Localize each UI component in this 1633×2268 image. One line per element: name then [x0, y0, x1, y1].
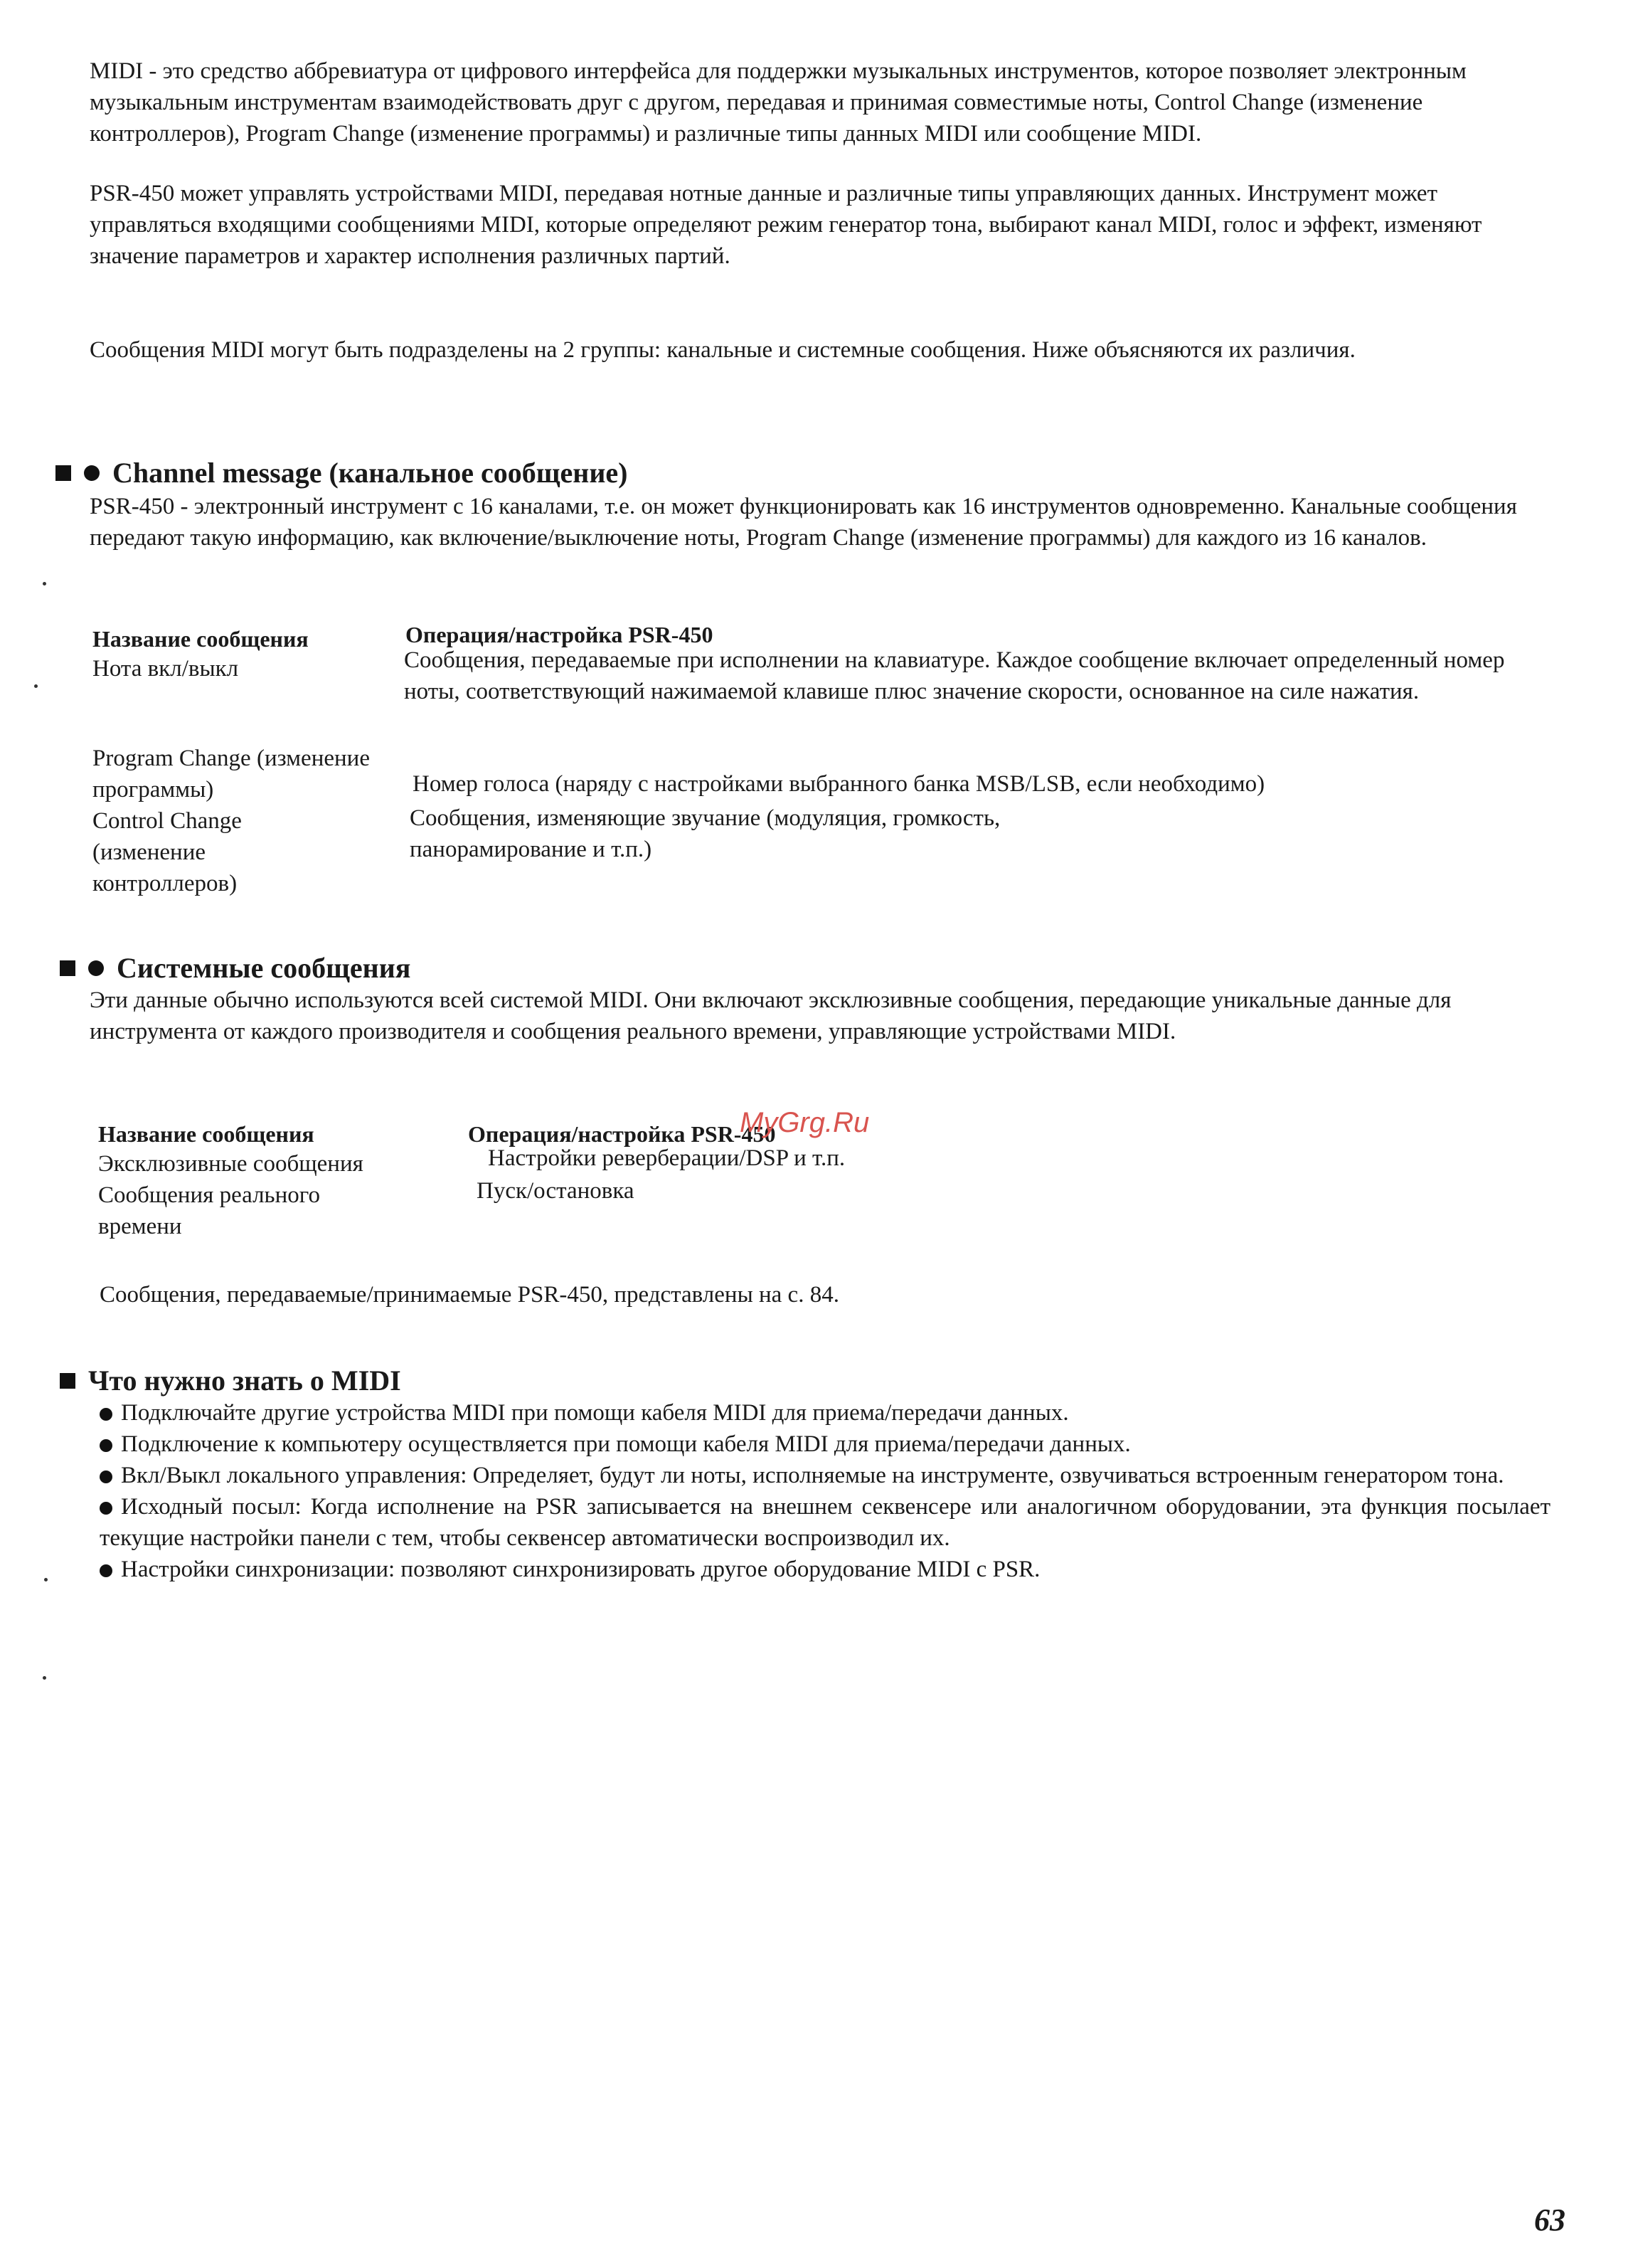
channel-description: PSR-450 - электронный инструмент с 16 каналами, т.е. он может функционировать как 16 инструментов одновременно. Канальные сообщения передают такую информацию, как включение/выключение ноты, Program Change (изменение программы) для каждого из 16 каналов. — [90, 494, 1517, 551]
round-bullet-icon — [88, 960, 104, 976]
watermark-logo: MyGrg.Ru — [740, 1107, 870, 1138]
square-bullet-icon — [55, 465, 71, 481]
system-heading — [60, 950, 410, 986]
list-item: Подключайте другие устройства MIDI при помощи кабеля MIDI для приема/передачи данных. — [100, 1397, 1550, 1429]
bullet-dot-icon — [100, 1502, 112, 1515]
system-note: Сообщения, передаваемые/принимаемые PSR-450, представлены на с. 84. — [100, 1282, 839, 1308]
page-number: 63 — [1534, 2203, 1565, 2237]
scan-speck — [43, 582, 46, 585]
bullet-dot-icon — [100, 1439, 112, 1452]
know-heading-text: Что нужно знать о MIDI — [88, 1364, 401, 1397]
list-item: Подключение к компьютеру осуществляется при помощи кабеля MIDI для приема/передачи данных. — [100, 1429, 1550, 1460]
bullet-dot-icon — [100, 1408, 112, 1421]
table-row-desc: Пуск/остановка — [477, 1178, 634, 1204]
round-bullet-icon — [84, 465, 100, 481]
table-row-name: Control Change (изменение контроллеров) — [92, 808, 242, 896]
bullet-dot-icon — [100, 1564, 112, 1577]
list-item: Исходный посыл: Когда исполнение на PSR записывается на внешнем секвенсере или аналогичном оборудовании, эта функция посылает текущие настройки панели с тем, чтобы секвенсер автоматически воспроизводил их. — [100, 1494, 1550, 1551]
table-row-name: Нота вкл/выкл — [92, 656, 239, 682]
intro-paragraph-3: Сообщения MIDI могут быть подразделены на 2 группы: канальные и системные сообщения. Ниже объясняются их различия. — [90, 337, 1356, 363]
channel-heading — [55, 455, 627, 491]
know-heading — [60, 1363, 401, 1399]
table-row-desc: Номер голоса (наряду с настройками выбранного банка MSB/LSB, если необходимо) — [413, 771, 1265, 797]
table-row-desc: Сообщения, передаваемые при исполнении на клавиатуре. Каждое сообщение включает определенный номер ноты, соответствующий нажимаемой клавише плюс значение скорости, основанное на силе нажатия. — [404, 647, 1505, 704]
scan-speck — [43, 1676, 46, 1680]
table-row-name: Эксклюзивные сообщения — [98, 1151, 363, 1177]
bullet-dot-icon — [100, 1471, 112, 1483]
table-row-name: Program Change (изменение программы) — [92, 746, 370, 802]
list-item: Вкл/Выкл локального управления: Определяет, будут ли ноты, исполняемые на инструменте, озвучиваться встроенным генератором тона. — [100, 1460, 1550, 1491]
square-bullet-icon — [60, 960, 75, 976]
table-row-name: Сообщения реального времени — [98, 1182, 320, 1239]
system-description: Эти данные обычно используются всей системой MIDI. Они включают эксклюзивные сообщения, передающие уникальные данные для инструмента от каждого производителя и сообщения реального времени, управляющие устройствами MIDI. — [90, 987, 1452, 1044]
channel-message-table — [92, 623, 1543, 922]
table-header-name: Название сообщения — [92, 626, 309, 652]
channel-heading-text: Channel message (канальное сообщение) — [112, 457, 628, 489]
system-message-table — [92, 1118, 1159, 1261]
table-row-desc: Настройки реверберации/DSP и т.п. — [488, 1145, 846, 1171]
intro-paragraph-1: MIDI - это средство аббревиатура от цифрового интерфейса для поддержки музыкальных инструментов, которое позволяет электронным музыкальным инструментам взаимодействовать друг с другом, передавая и принимая совместимые ноты, Control Change (изменение контроллеров), Program Change (изменение программы) и различные типы данных MIDI или сообщение MIDI. — [90, 58, 1467, 147]
intro-paragraph-2: PSR-450 может управлять устройствами MIDI, передавая нотные данные и различные типы управляющих данных. Инструмент может управляться входящими сообщениями MIDI, которые определяют режим генератор тона, выбирают канал MIDI, голос и эффект, изменяют значение параметров и характер исполнения различных партий. — [90, 181, 1482, 269]
system-heading-text: Системные сообщения — [117, 952, 411, 984]
table-header-operation: Операция/настройка PSR-450 — [405, 622, 713, 647]
list-item: Настройки синхронизации: позволяют синхронизировать другое оборудование MIDI с PSR. — [100, 1554, 1550, 1585]
table-header-name: Название сообщения — [98, 1121, 314, 1147]
table-header-operation: Операция/настройка PSR-450 — [468, 1121, 776, 1147]
know-bullet-list — [100, 1397, 1550, 1585]
scan-speck — [44, 1578, 48, 1581]
scan-speck — [34, 684, 38, 688]
square-bullet-icon — [60, 1373, 75, 1389]
table-row-desc: Сообщения, изменяющие звучание (модуляция, громкость, панорамирование и т.п.) — [410, 805, 1001, 862]
